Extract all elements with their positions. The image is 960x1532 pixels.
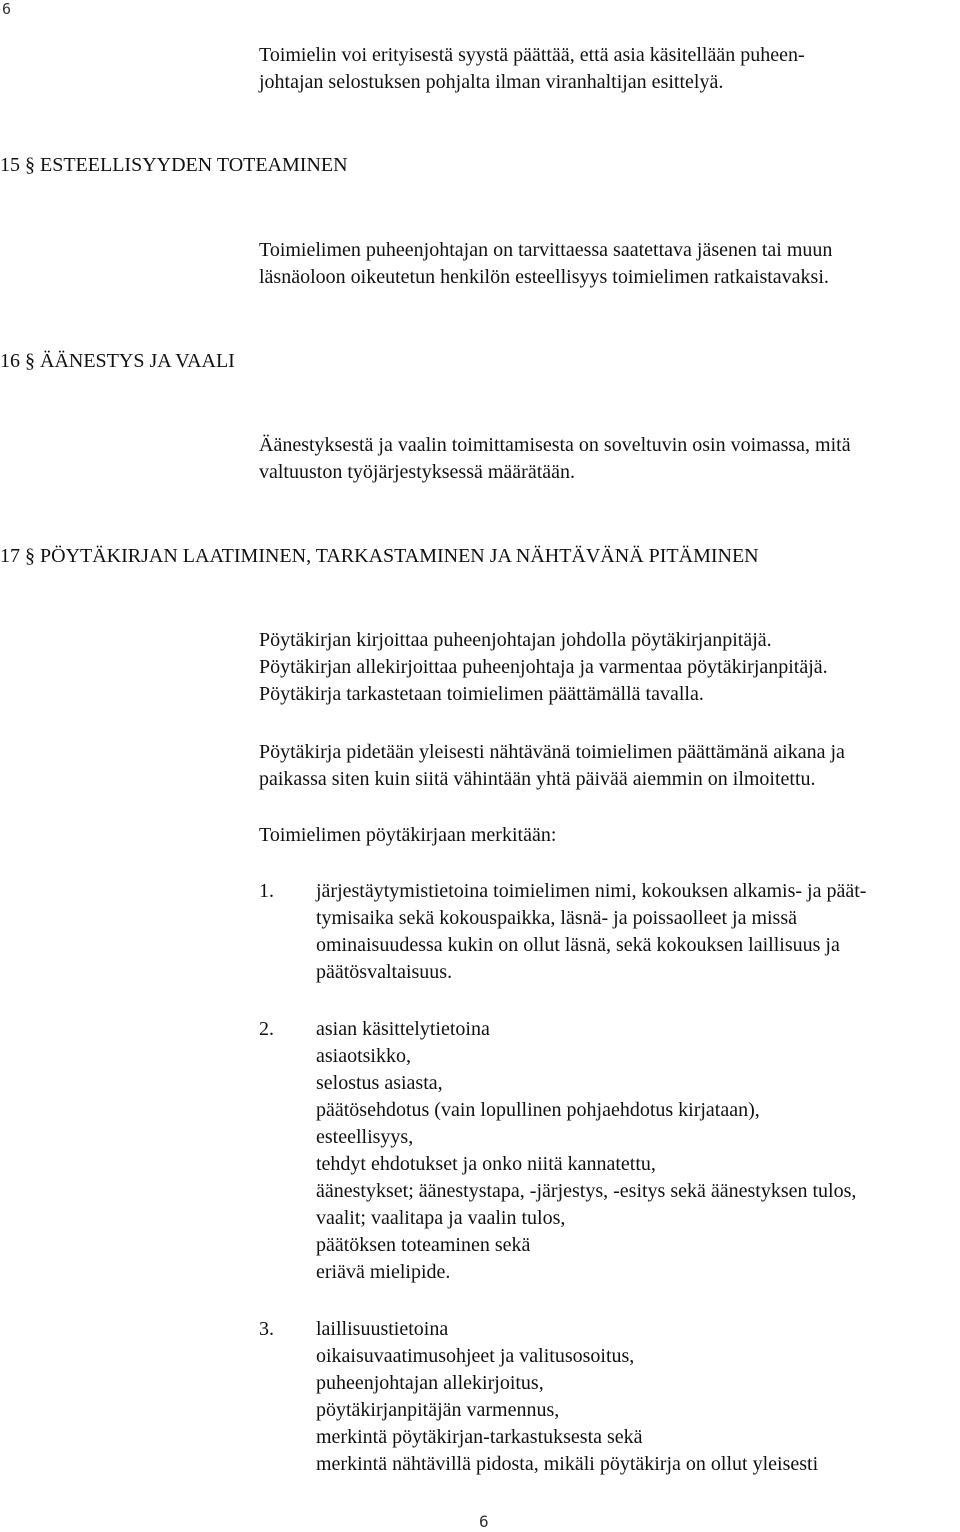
list-item-3-line-5: merkintä pöytäkirjan-tarkastuksesta sekä — [316, 1426, 643, 1448]
intro-line-2: johtajan selostuksen pohjalta ilman viranhaltijan esittelyä. — [259, 71, 724, 93]
list-item-2-line-7: äänestykset; äänestystapa, -järjestys, -esitys sekä äänestyksen tulos, — [316, 1180, 857, 1202]
list-item-2-line-5: esteellisyys, — [316, 1126, 414, 1148]
intro-line-1: Toimielin voi erityisestä syystä päättää, että asia käsitellään puheen- — [259, 44, 805, 66]
section-16-line-1: Äänestyksestä ja vaalin toimittamisesta on soveltuvin osin voimassa, mitä — [259, 434, 851, 456]
list-item-3-line-6: merkintä nähtävillä pidosta, mikäli pöytäkirja on ollut yleisesti — [316, 1453, 819, 1475]
section-15-line-1: Toimielimen puheenjohtajan on tarvittaessa saatettava jäsenen tai muun — [259, 239, 833, 261]
section-16-heading: 16 § ÄÄNESTYS JA VAALI — [0, 350, 235, 372]
list-item-3-number: 3. — [259, 1318, 274, 1340]
list-item-1-number: 1. — [259, 880, 274, 902]
list-item-2-line-1: asian käsittelytietoina — [316, 1018, 490, 1040]
list-intro: Toimielimen pöytäkirjaan merkitään: — [259, 824, 557, 846]
section-16-line-2: valtuuston työjärjestyksessä määrätään. — [259, 461, 576, 483]
page-number-top: 6 — [2, 0, 12, 18]
section-15-line-2: läsnäoloon oikeutetun henkilön esteellisyys toimielimen ratkaistavaksi. — [259, 266, 829, 288]
section-17-para2-line-1: Pöytäkirja pidetään yleisesti nähtävänä toimielimen päättämänä aikana ja — [259, 741, 845, 763]
list-item-2-line-8: vaalit; vaalitapa ja vaalin tulos, — [316, 1207, 566, 1229]
section-17-para2-line-2: paikassa siten kuin siitä vähintään yhtä päivää aiemmin on ilmoitettu. — [259, 768, 816, 790]
section-15-heading: 15 § ESTEELLISYYDEN TOTEAMINEN — [0, 154, 348, 176]
list-item-3-line-3: puheenjohtajan allekirjoitus, — [316, 1372, 544, 1394]
list-item-2-line-6: tehdyt ehdotukset ja onko niitä kannatettu, — [316, 1153, 656, 1175]
list-item-3-line-1: laillisuustietoina — [316, 1318, 449, 1340]
list-item-3-line-4: pöytäkirjanpitäjän varmennus, — [316, 1399, 560, 1421]
list-item-2-line-2: asiaotsikko, — [316, 1045, 411, 1067]
list-item-1-line-3: ominaisuudessa kukin on ollut läsnä, sekä kokouksen laillisuus ja — [316, 934, 840, 956]
list-item-2-line-4: päätösehdotus (vain lopullinen pohjaehdotus kirjataan), — [316, 1099, 760, 1121]
list-item-1-line-4: päätösvaltaisuus. — [316, 961, 453, 983]
list-item-2-number: 2. — [259, 1018, 274, 1040]
section-17-para1-line-2: Pöytäkirjan allekirjoittaa puheenjohtaja ja varmentaa pöytäkirjanpitäjä. — [259, 656, 828, 678]
section-17-para1-line-1: Pöytäkirjan kirjoittaa puheenjohtajan johdolla pöytäkirjanpitäjä. — [259, 629, 772, 651]
list-item-1-line-1: järjestäytymistietoina toimielimen nimi, kokouksen alkamis- ja päät- — [316, 880, 867, 902]
list-item-2-line-9: päätöksen toteaminen sekä — [316, 1234, 531, 1256]
list-item-3-line-2: oikaisuvaatimusohjeet ja valitusosoitus, — [316, 1345, 635, 1367]
section-17-heading: 17 § PÖYTÄKIRJAN LAATIMINEN, TARKASTAMINEN JA NÄHTÄVÄNÄ PITÄMINEN — [0, 545, 759, 567]
list-item-2-line-10: eriävä mielipide. — [316, 1261, 451, 1283]
list-item-1-line-2: tymisaika sekä kokouspaikka, läsnä- ja poissaolleet ja missä — [316, 907, 797, 929]
list-item-2-line-3: selostus asiasta, — [316, 1072, 443, 1094]
page-number-bottom: 6 — [479, 1512, 489, 1531]
section-17-para1-line-3: Pöytäkirja tarkastetaan toimielimen päättämällä tavalla. — [259, 683, 704, 705]
